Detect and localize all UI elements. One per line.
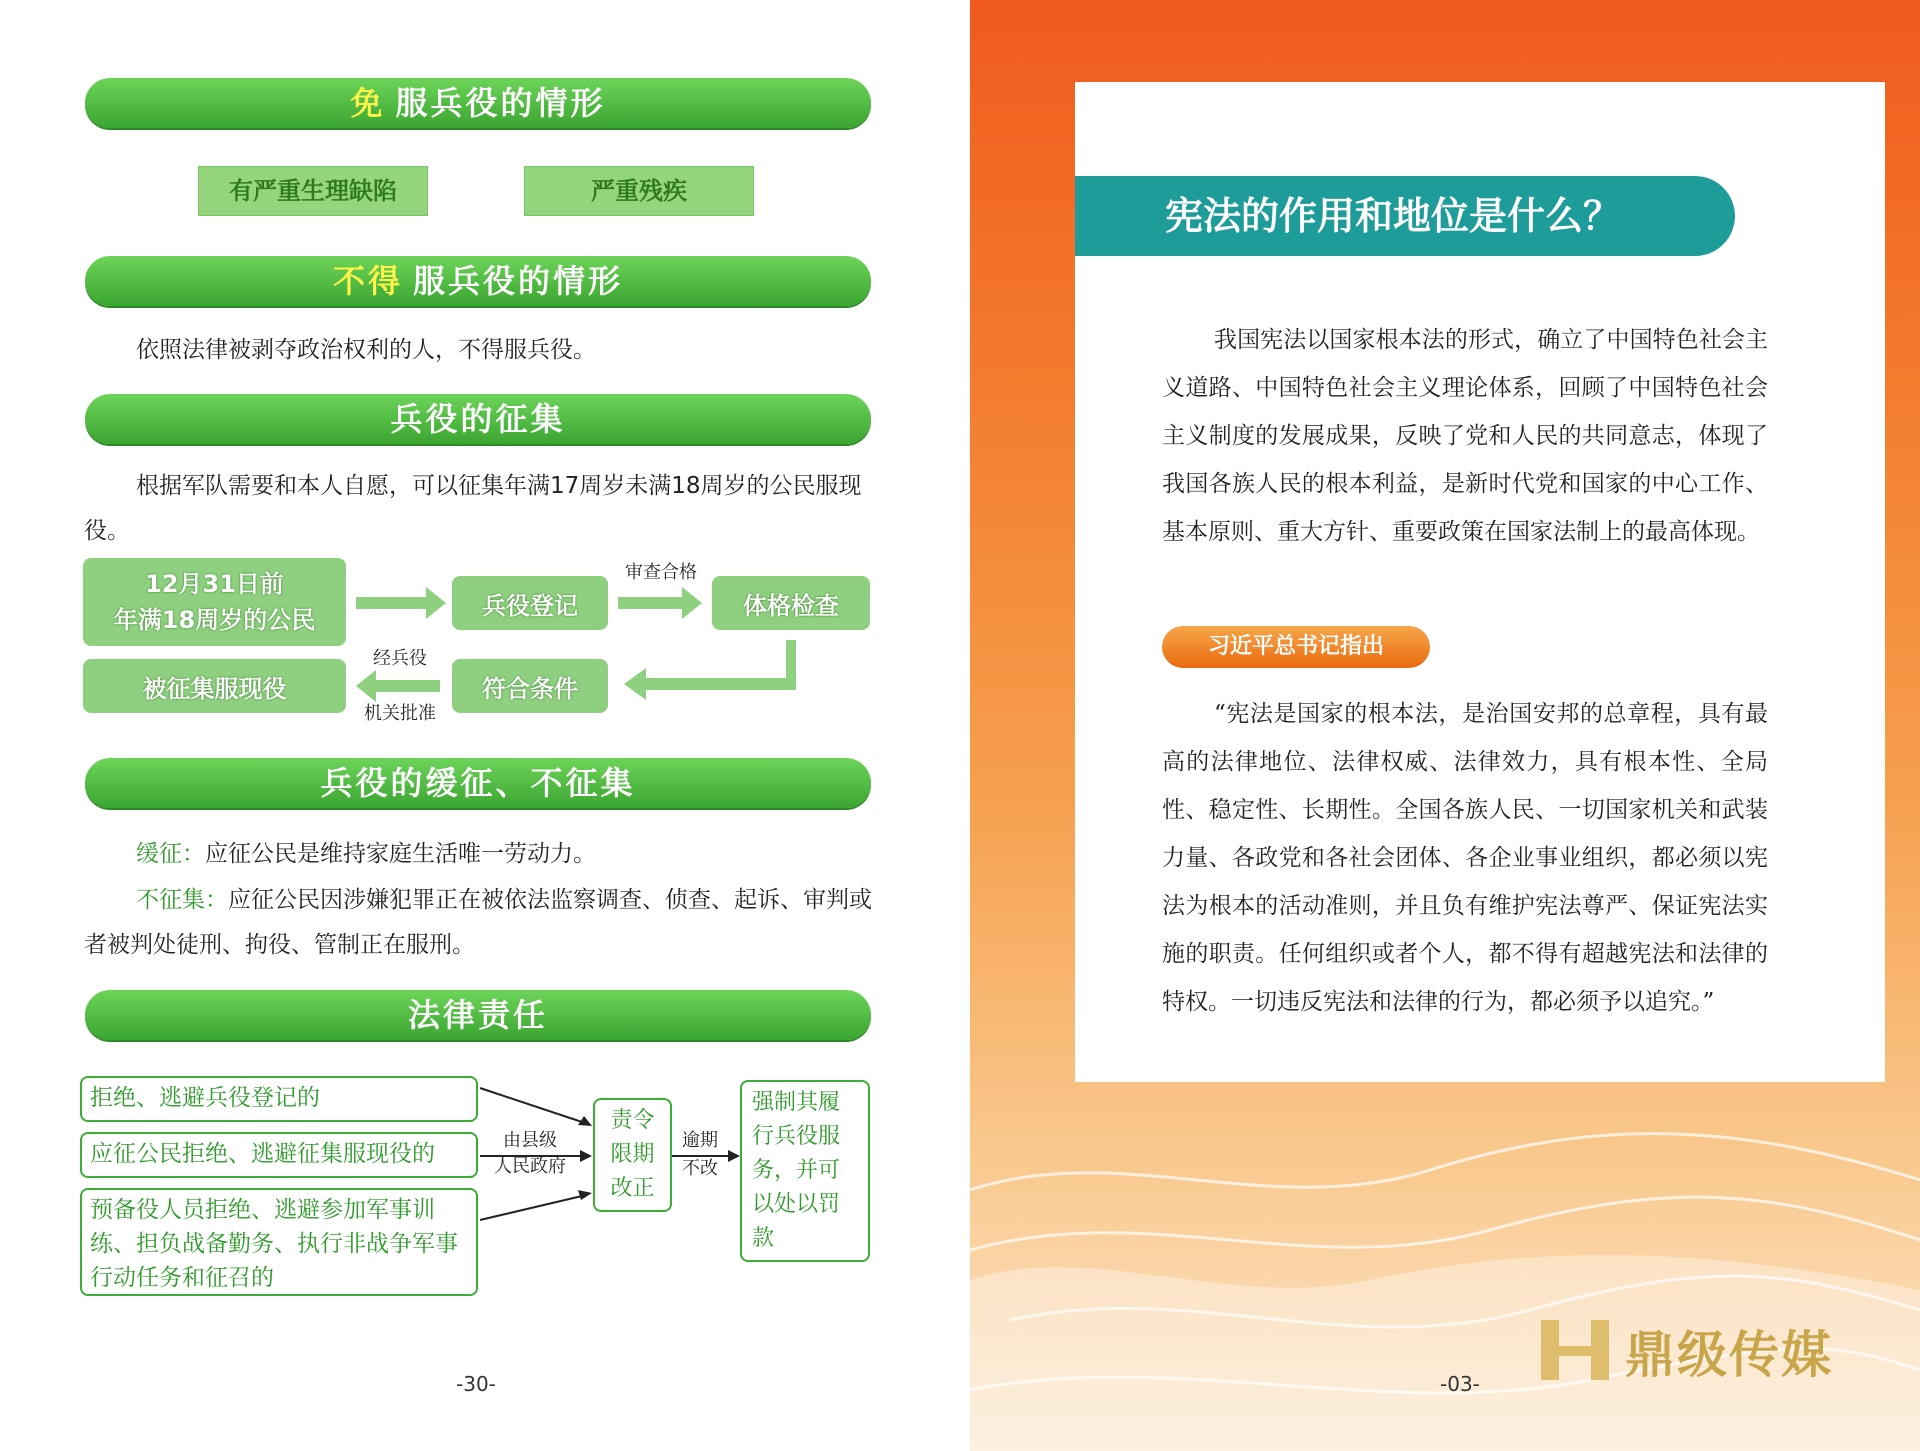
quote-pill: 习近平总书记指出 [1162,626,1430,668]
liability-result-box: 强制其履行兵役服务，并可以处以罚款 [740,1080,870,1262]
conscription-text: 根据军队需要和本人自愿，可以征集年满17周岁未满18周岁的公民服现役。 [84,473,862,544]
watermark-logo-icon [1535,1310,1615,1390]
liability-by-bottom: 人民政府 [494,1156,566,1177]
forbidden-text: 依照法律被剥夺政治权利的人，不得服兵役。 [136,337,596,363]
flow-box-qualified: 符合条件 [452,659,608,713]
heading-highlight: 不得 [332,262,403,300]
liability-arrow-3 [480,1196,582,1220]
liability-by-top: 由县级 [503,1130,557,1151]
section-defer-heading: 兵役的缓征、不征集 [85,758,871,808]
chip-physical-defect: 有严重生理缺陷 [198,166,428,216]
noconscript-text: 应征公民因涉嫌犯罪正在被依法监察调查、侦查、起诉、审判或者被判处徒刑、拘役、管制正在服刑。 [84,887,872,958]
left-page-number: -30- [456,1372,496,1396]
flow-box-conscripted: 被征集服现役 [83,659,346,713]
watermark-text: 鼎级传媒 [1625,1325,1833,1384]
flow-box-physical-exam: 体格检查 [712,576,870,630]
heading-highlight: 免 [350,84,386,122]
chip-disability: 严重残疾 [524,166,754,216]
liability-overdue-bottom: 不改 [682,1158,718,1179]
right-quote: “宪法是国家的根本法，是治国安邦的总章程，具有最高的法律地位、法律权威、法律效力，具有根本性、全局性、稳定性、长期性。全国各族人民、一切国家机关和武装力量、各政党和各社会团体、各企业事业组织，都必须以宪法为根本的活动准则，并且负有维护宪法尊严、保证宪法实施的职责。任何组织或者个人，都不得有超越宪法和法律的特权。一切违反宪法和法律的行为，都必须予以追究。” [1162,701,1768,1015]
right-paragraph: 我国宪法以国家根本法的形式，确立了中国特色社会主义道路、中国特色社会主义理论体系，回顾了中国特色社会主义制度的发展成果，反映了党和人民的共同意志，体现了我国各族人民的根本利益，是新时代党和国家的中心工作、基本原则、重大方针、重要政策在国家法制上的最高体现。 [1162,327,1768,545]
section-liability-heading: 法律责任 [85,990,871,1040]
liability-case-registration: 拒绝、逃避兵役登记的 [80,1076,478,1122]
liability-order-box: 责令限期改正 [593,1098,672,1212]
liability-case-conscription: 应征公民拒绝、逃避征集服现役的 [80,1132,478,1178]
right-title: 宪法的作用和地位是什么？ [1075,176,1735,256]
flow-box-citizen: 12月31日前 年满18周岁的公民 [83,558,346,646]
section-conscription-heading: 兵役的征集 [85,394,871,444]
flow-label-org-top: 经兵役 [373,648,427,669]
right-page-number: -03- [1440,1372,1480,1396]
defer-label: 缓征： [136,841,205,867]
arrowhead-2 [580,1150,592,1162]
liability-arrow-1 [480,1088,582,1122]
heading-text: 服兵役的情形 [413,262,624,300]
liability-overdue-top: 逾期 [682,1130,718,1151]
noconscript-label: 不征集： [136,887,228,913]
flow-box-registration: 兵役登记 [452,576,608,630]
flow-label-org-bottom: 机关批准 [364,703,436,724]
heading-text: 服兵役的情形 [395,84,606,122]
arrowhead-4 [728,1150,740,1162]
arrowhead-3 [578,1190,592,1200]
flow-label-check: 审查合格 [625,562,697,583]
liability-case-reserve: 预备役人员拒绝、逃避参加军事训练、担负战备勤务、执行非战争军事行动任务和征召的 [80,1188,478,1296]
defer-text: 应征公民是维持家庭生活唯一劳动力。 [205,841,596,867]
